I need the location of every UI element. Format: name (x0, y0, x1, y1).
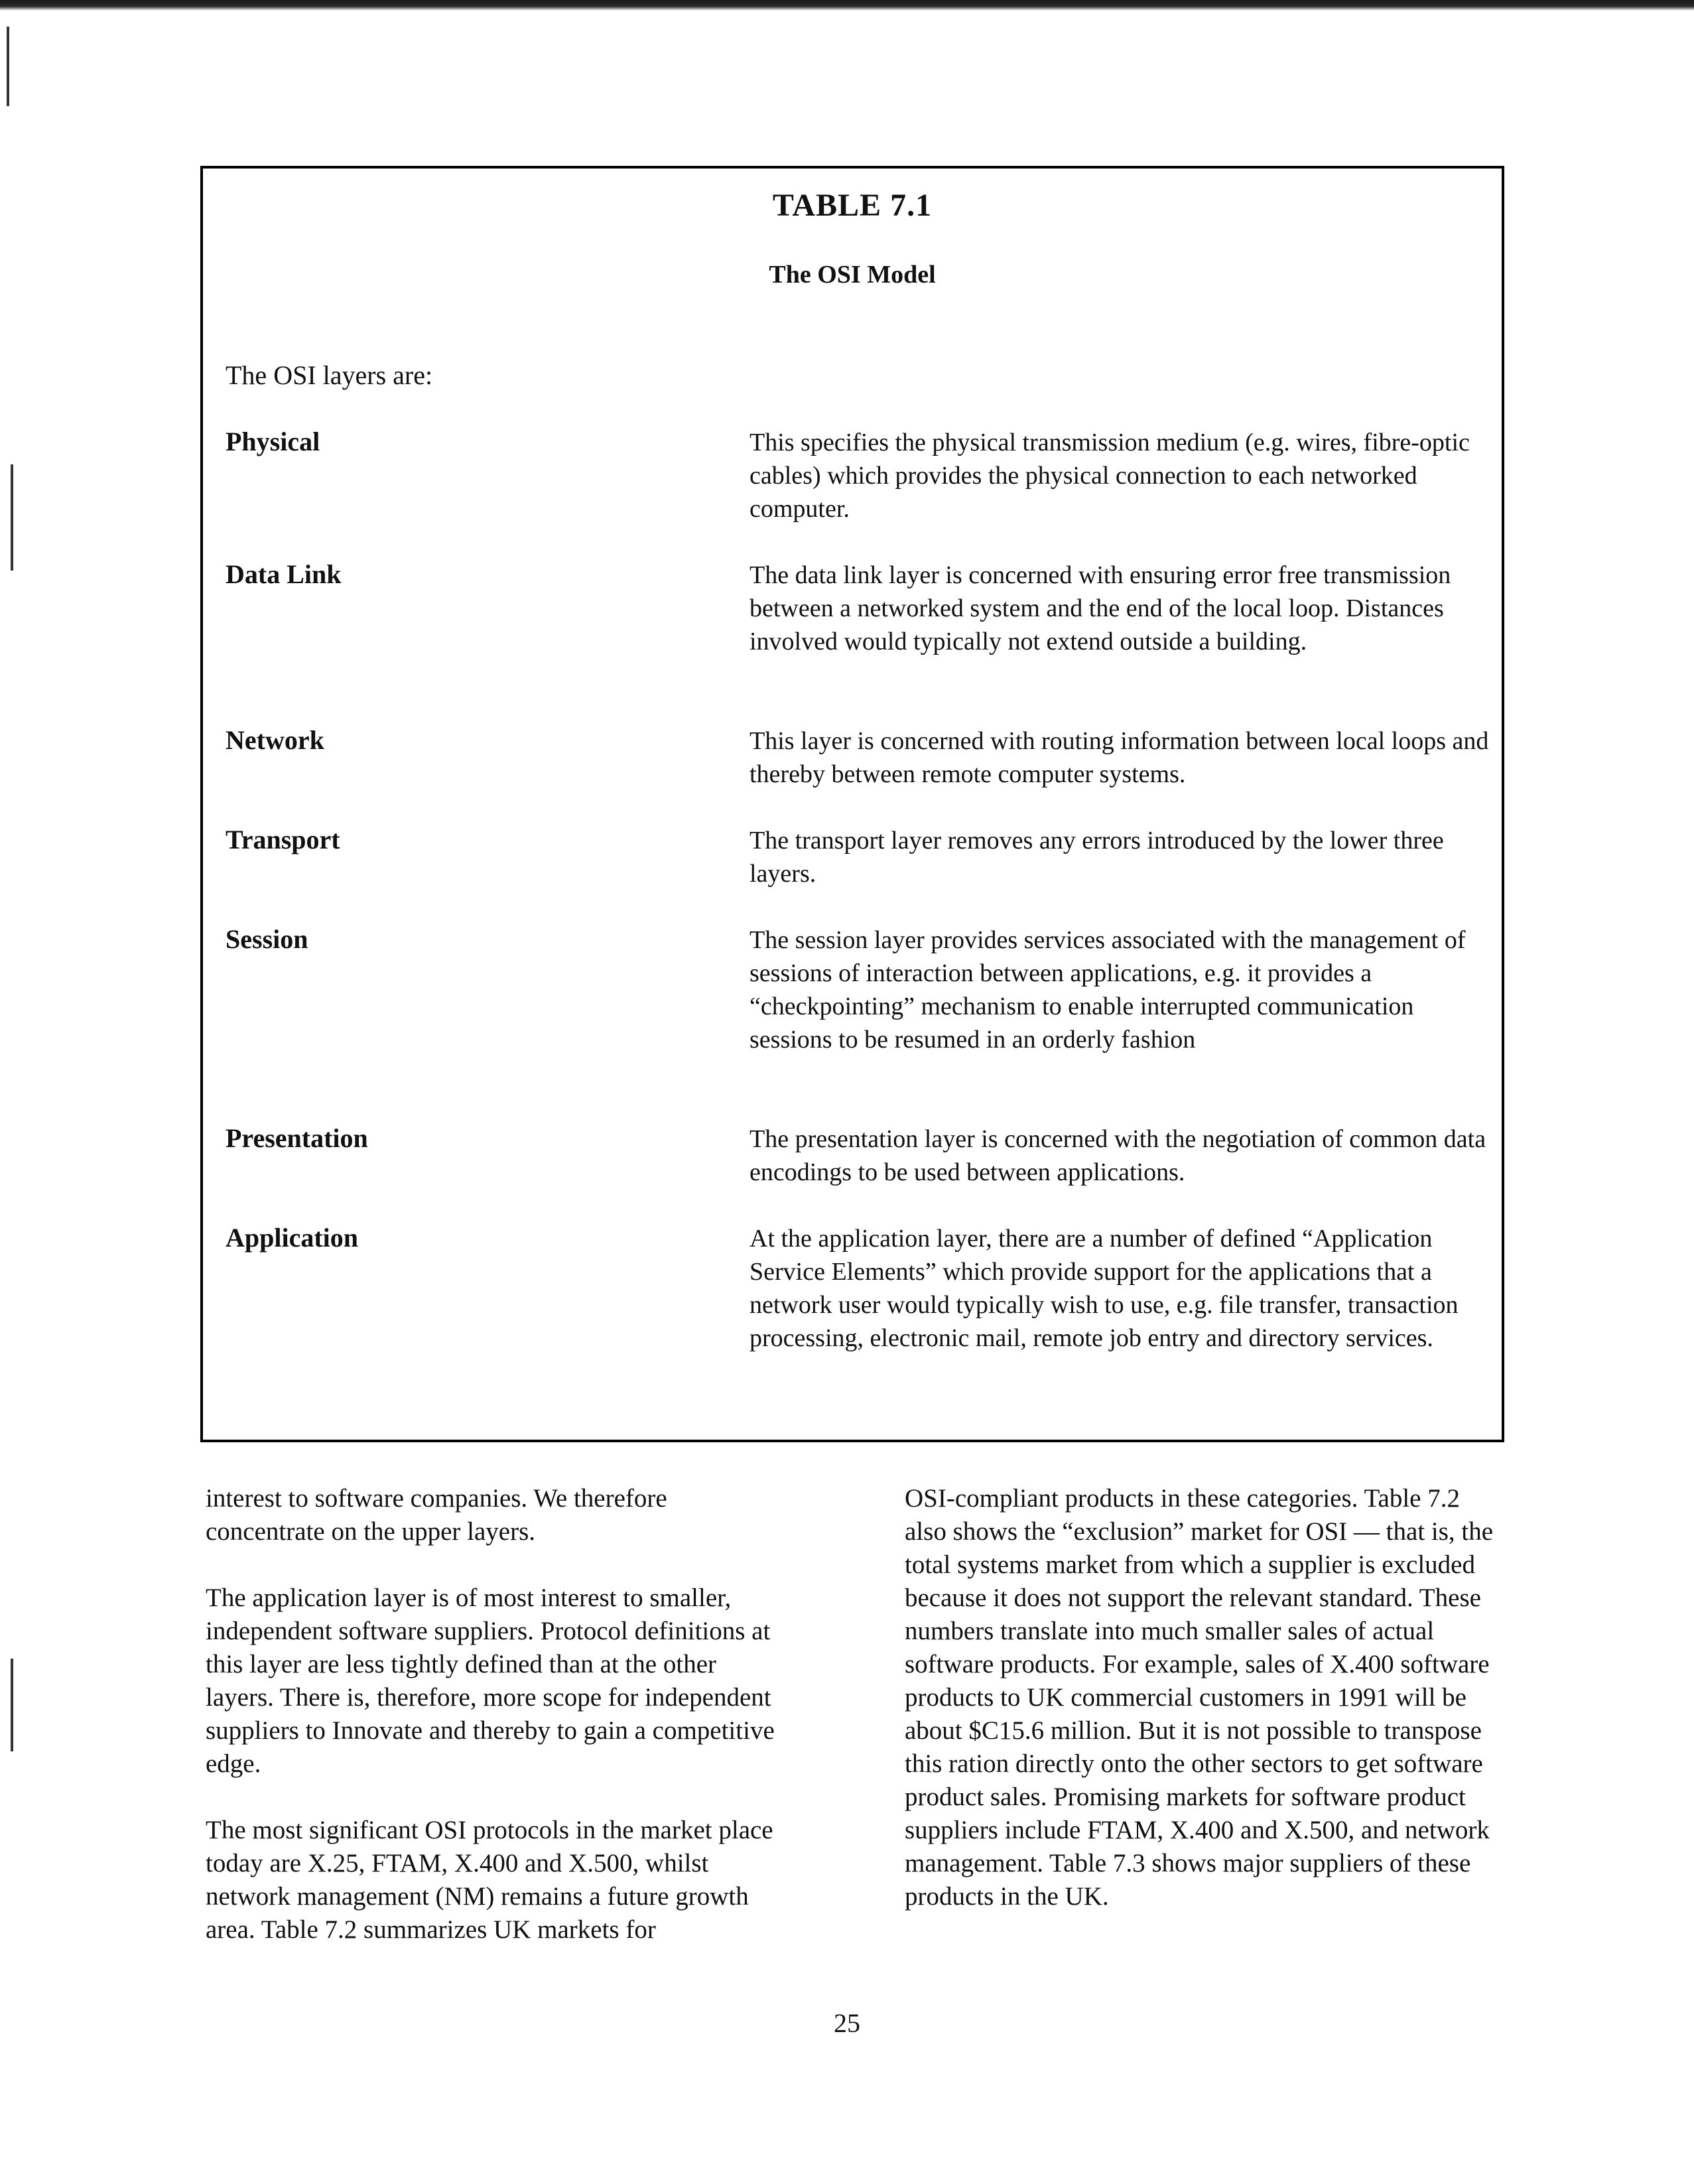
paragraph: OSI-compliant products in these categories. Table 7.2 also shows the “exclusion” market for OSI — that is, the total systems market from which a supplier is excluded because it does not support the relevant standard. These numbers translate into much smaller sales of actual software products. For example, sales of X.400 software products to UK commercial customers in 1991 will be about $C15.6 million. But it is not possible to transpose this ration directly onto the other sectors to get software product sales. Promising markets for software product suppliers include FTAM, X.400 and X.500, and network management. Table 7.3 shows major suppliers of these products in the UK. (905, 1484, 1494, 1911)
table-intro: The OSI layers are: (226, 360, 433, 390)
table-subtitle: The OSI Model (769, 261, 936, 289)
page-number: 25 (834, 2008, 860, 2038)
paragraph: The application layer is of most interest to smaller, independent software suppliers. Protocol definitions at this layer are less tightly defined than at the other layers. There is, therefore, more scope for independent suppliers to Innovate and thereby to gain a competitive edge. (206, 1584, 775, 1778)
osi-table (200, 166, 1504, 1442)
layer-name: Physical (226, 427, 320, 456)
layer-description: This layer is concerned with routing information between local loops and thereby between remote computer systems. (749, 727, 1489, 788)
layer-description: At the application layer, there are a number of defined “Application Service Elements” which provide support for the applications that a network user would typically wish to use, e.g. file transfer, transaction processing, electronic mail, remote job entry and directory services. (749, 1225, 1459, 1352)
layer-description: This specifies the physical transmission medium (e.g. wires, fibre-optic cables) which provides the physical connection to each networked computer. (749, 429, 1470, 523)
layer-name: Presentation (226, 1123, 368, 1153)
scan-edge-left-1 (7, 27, 9, 106)
body-column-left (206, 1482, 789, 1980)
paragraph: interest to software companies. We therefore concentrate on the upper layers. (206, 1484, 667, 1546)
paragraph: The most significant OSI protocols in the market place today are X.25, FTAM, X.400 and X.500, whilst network management (NM) remains a future growth area. Table 7.2 summarizes UK markets for (206, 1816, 773, 1944)
layer-description: The data link layer is concerned with ensuring error free transmission between a networked system and the end of the local loop. Distances involved would typically not extend outside a building. (749, 561, 1451, 655)
layer-name: Transport (226, 825, 340, 854)
layer-name: Data Link (226, 559, 342, 589)
layer-name: Application (226, 1223, 359, 1253)
layer-name: Network (226, 725, 324, 755)
table-title: TABLE 7.1 (772, 188, 933, 223)
scan-edge-top (0, 0, 1694, 11)
layer-description: The session layer provides services associated with the management of sessions of interaction between applications, e.g. it provides a “checkpointing” mechanism to enable interrupted communication sessions to be resumed in an orderly fashion (749, 926, 1466, 1054)
scan-edge-left-3 (11, 1659, 13, 1751)
layer-description: The transport layer removes any errors introduced by the lower three layers. (749, 827, 1444, 888)
scan-edge-left-2 (11, 464, 13, 571)
body-column-right (905, 1482, 1502, 1946)
layer-name: Session (226, 924, 308, 954)
layer-description: The presentation layer is concerned with the negotiation of common data encodings to be used between applications. (749, 1125, 1486, 1186)
